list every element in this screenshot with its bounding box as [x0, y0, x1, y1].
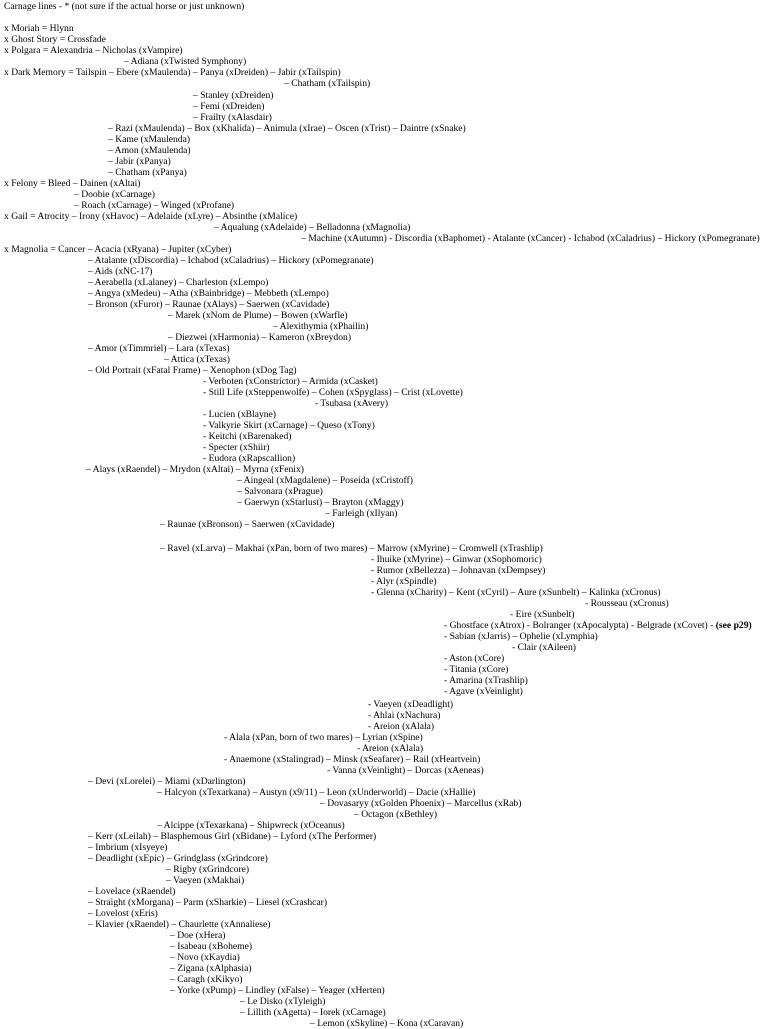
pedigree-line: – Halcyon (xTexarkana) – Austyn (x9/11) – Leon (xUnderworld) – Dacie (xHallie) — [157, 787, 476, 798]
pedigree-line: - Rumor (xBellezza) – Johnavan (xDempsey) — [371, 565, 546, 576]
pedigree-line: - Keitchi (xBarenaked) — [203, 431, 292, 442]
pedigree-line: – Le Disko (xTyleigh) — [240, 996, 326, 1007]
pedigree-line: – Doobie (xCarnage) — [74, 189, 155, 200]
pedigree-line: - Areion (xAlala) — [368, 721, 435, 732]
pedigree-line: x Gail = Atrocity – Irony (xHavoc) – Adelaide (xLyre) – Absinthe (xMalice) — [4, 211, 298, 222]
pedigree-line: – Femi (xDreiden) — [193, 101, 265, 112]
pedigree-line: x Ghost Story = Crossfade — [4, 34, 106, 45]
pedigree-line: – Diezwei (xHarmonia) – Kameron (xBreydon) — [168, 332, 352, 343]
pedigree-line: – Chatham (xPanya) — [108, 167, 187, 178]
pedigree-line: – Kame (xMaulenda) — [108, 134, 191, 145]
pedigree-line: - Tsubasa (xAvery) — [315, 398, 389, 409]
pedigree-line: - Aston (xCore) — [444, 653, 505, 664]
pedigree-line: – Alays (xRaendel) – Mrydon (xAltai) – Myrna (xFenix) — [86, 464, 304, 475]
pedigree-line: x Polgara = Alexandria – Nicholas (xVampire) — [4, 45, 183, 56]
pedigree-line: - Sabian (xJarris) – Ophelie (xLymphia) — [444, 631, 598, 642]
page-reference: (see p29) — [715, 620, 752, 631]
pedigree-line: – Roach (xCarnage) – Winged (xProfane) — [74, 200, 235, 211]
pedigree-line: - Anaemone (xStalingrad) – Minsk (xSeafarer) – Rail (xHeartvein) — [224, 754, 481, 765]
pedigree-line: – Alexithymia (xPhailin) — [273, 321, 369, 332]
pedigree-line: – Marek (xNom de Plume) – Bowen (xWarfle) — [168, 310, 348, 321]
pedigree-line: – Octagon (xBethley) — [354, 809, 438, 820]
pedigree-line: - Eudora (xRapscallion) — [203, 453, 296, 464]
pedigree-line: – Machine (xAutumn) - Discordia (xBaphomet) - Atalante (xCancer) - Ichabod (xCaladrius) – Hickory (xPomegranate) — [301, 233, 760, 244]
pedigree-line: – Vaeyen (xMakhai) — [166, 875, 245, 886]
pedigree-line: – Novo (xKaydia) — [170, 952, 240, 963]
pedigree-line: – Imbrium (xIsyeye) — [88, 842, 168, 853]
pedigree-line: – Adiana (xTwisted Symphony) — [124, 56, 247, 67]
pedigree-line: - Amarina (xTrashlip) — [444, 675, 528, 686]
pedigree-line: - Valkyrie Skirt (xCarnage) – Queso (xTony) — [203, 420, 375, 431]
pedigree-line: – Attica (xTexas) — [164, 354, 230, 365]
pedigree-line: – Caragh (xKikyo) — [170, 974, 243, 985]
pedigree-line: – Frailty (xAlasdair) — [193, 112, 272, 123]
pedigree-line: – Aids (xNC-17) — [88, 266, 153, 277]
pedigree-line: – Straight (xMorgana) – Parm (xSharkie) – Liesel (xCrashcar) — [88, 897, 328, 908]
pedigree-line: – Raunae (xBronson) – Saerwen (xCavidade) — [160, 519, 335, 530]
pedigree-line: – Amon (xMaulenda) — [108, 145, 191, 156]
document-title: Carnage lines - * (not sure if the actual horse or just unknown) — [4, 1, 245, 12]
pedigree-line-text: - Ghostface (xAtrox) - Bolranger (xApocalypta) - Belgrade (xCovet) - — [444, 620, 716, 631]
pedigree-line: – Razi (xMaulenda) – Box (xKhalida) – Animula (xIrae) – Oscen (xTrist) – Daintre (xSnake) — [108, 123, 466, 134]
pedigree-line: – Ravel (xLarva) – Makhai (xPan, born of two mares) – Marrow (xMyrine) – Cromwell (xTrashlip) — [160, 543, 543, 554]
pedigree-line: - Agave (xVeinlight) — [444, 686, 523, 697]
pedigree-line: - Specter (xShiir) — [203, 442, 270, 453]
pedigree-line: – Lemon (xSkyline) – Kona (xCaravan) — [310, 1018, 464, 1029]
pedigree-line: – Farleigh (xIlyan) — [325, 508, 398, 519]
pedigree-line: – Amor (xTimmriel) – Lara (xTexas) — [88, 343, 230, 354]
pedigree-line: – Lovelace (xRaendel) — [88, 886, 176, 897]
pedigree-line: – Angya (xMedeu) – Atha (xBainbridge) – Mebbeth (xLempo) — [88, 288, 329, 299]
pedigree-line: – Dovasaryy (xGolden Phoenix) – Marcellus (xRab) — [320, 798, 522, 809]
pedigree-line: - Lucien (xBlayne) — [203, 409, 276, 420]
pedigree-line: x Dark Memory = Tailspin – Ebere (xMaulenda) – Panya (xDreiden) – Jabir (xTailspin) — [4, 67, 341, 78]
pedigree-line: – Salvonara (xPrague) — [237, 486, 323, 497]
pedigree-line: x Magnolia = Cancer – Acacia (xRyana) – Jupiter (xCyber) — [4, 244, 232, 255]
pedigree-line: – Aqualung (xAdelaide) – Belladonna (xMagnolia) — [214, 222, 411, 233]
pedigree-line: – Lillith (xAgetta) – Iorek (xCarnage) — [240, 1007, 386, 1018]
pedigree-line: – Alcippe (xTexarkana) – Shipwreck (xOceanus) — [157, 820, 345, 831]
pedigree-line: - Ahlai (xNachura) — [368, 710, 441, 721]
pedigree-line: - Verboten (xConstrictor) – Armida (xCasket) — [203, 376, 378, 387]
pedigree-line: – Rigby (xGrindcore) — [166, 864, 250, 875]
pedigree-line: – Aerabella (xLalaney) – Charleston (xLempo) — [88, 277, 269, 288]
pedigree-line: – Zigana (xAlphasia) — [170, 963, 252, 974]
pedigree-line: – Yorke (xPump) – Lindley (xFalse) – Yeager (xHerten) — [170, 985, 385, 996]
pedigree-line: x Felony = Bleed – Dainen (xAltai) — [4, 178, 141, 189]
pedigree-line: – Isabeau (xBoheme) — [170, 941, 253, 952]
pedigree-line: x Moriah = Hlynn — [4, 23, 74, 34]
pedigree-line: – Kerr (xLeilah) – Blasphemous Girl (xBidane) – Lyford (xThe Performer) — [88, 831, 377, 842]
pedigree-line: – Deadlight (xEpic) – Grindglass (xGrindcore) — [88, 853, 268, 864]
pedigree-line: – Doe (xHera) — [170, 930, 226, 941]
pedigree-line: - Ihuike (xMyrine) – Ginwar (xSophomoric) — [371, 554, 542, 565]
pedigree-line: - Clair (xAileen) — [512, 642, 576, 653]
pedigree-line: – Chatham (xTailspin) — [284, 78, 371, 89]
pedigree-line: - Glenna (xCharity) – Kent (xCyril) – Aure (xSunbelt) – Kalinka (xCronus) — [371, 587, 661, 598]
pedigree-line: - Eire (xSunbelt) — [510, 609, 575, 620]
pedigree-line: – Bronson (xFuror) – Raunae (xAlays) – Saerwen (xCavidade) — [88, 299, 330, 310]
pedigree-line — [444, 620, 752, 631]
pedigree-line: - Alala (xPan, born of two mares) – Lyrian (xSpine) — [224, 732, 423, 743]
pedigree-line: - Rousseau (xCronus) — [585, 598, 669, 609]
pedigree-line: – Atalante (xDiscordia) – Ichabod (xCaladrius) – Hickory (xPomegranate) — [88, 255, 374, 266]
pedigree-line: – Stanley (xDreiden) — [193, 90, 274, 101]
pedigree-line: – Gaerwyn (xStarlust) – Brayton (xMaggy) — [237, 497, 404, 508]
pedigree-line: - Alyr (xSpindle) — [371, 576, 437, 587]
pedigree-line: – Lovelost (xEris) — [88, 908, 158, 919]
pedigree-line: - Titania (xCore) — [444, 664, 509, 675]
pedigree-line: - Vaeyen (xDeadlight) — [368, 699, 454, 710]
pedigree-line: – Devi (xLorelei) – Miami (xDarlington) — [88, 776, 246, 787]
pedigree-line: – Old Portrait (xFatal Frame) – Xenophon (xDog Tag) — [88, 365, 297, 376]
pedigree-line: – Klavier (xRaendel) – Chaurlette (xAnnaliese) — [88, 919, 271, 930]
pedigree-line: - Vanna (xVeinlight) – Dorcas (xAeneas) — [327, 765, 484, 776]
pedigree-line: - Areion (xAlala) — [357, 743, 424, 754]
pedigree-line: - Still Life (xSteppenwolfe) – Cohen (xSpyglass) – Crist (xLovette) — [203, 387, 463, 398]
pedigree-line: – Aingeal (xMagdalene) – Poseida (xCristoff) — [237, 475, 413, 486]
pedigree-line: – Jabir (xPanya) — [108, 156, 171, 167]
